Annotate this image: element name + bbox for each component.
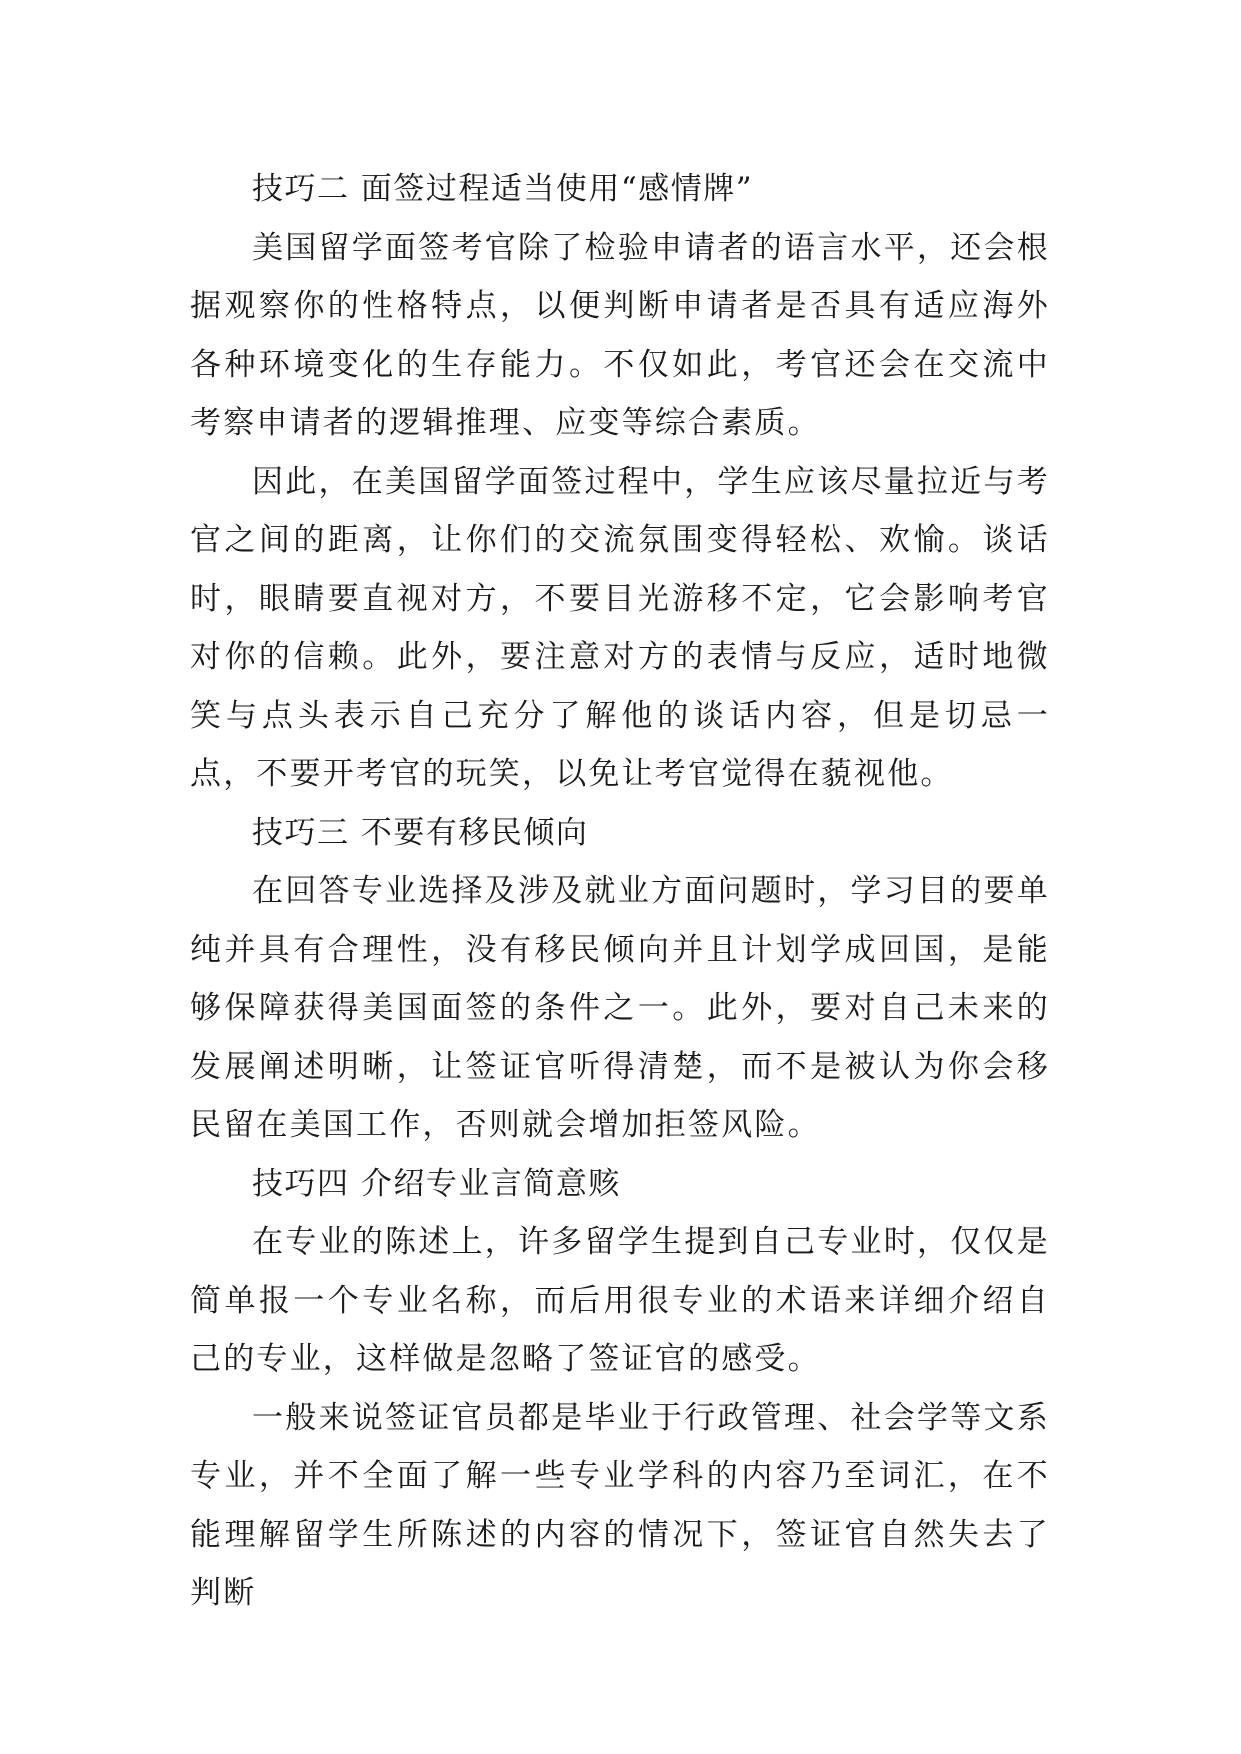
body-paragraph: 在专业的陈述上，许多留学生提到自己专业时，仅仅是简单报一个专业名称，而后用很专业的术语来详细介绍自己的专业，这样做是忽略了签证官的感受。 (190, 1224, 1050, 1377)
body-paragraph: 一般来说签证官员都是毕业于行政管理、社会学等文系专业，并不全面了解一些专业学科的内容乃至词汇，在不能理解留学生所陈述的内容的情况下，签证官自然失去了判断 (190, 1399, 1050, 1611)
body-paragraph: 在回答专业选择及涉及就业方面问题时，学习目的要单纯并具有合理性，没有移民倾向并且计划学成回国，是能够保障获得美国面签的条件之一。此外，要对自己未来的发展阐述明晰，让签证官听得清楚，而不是被认为你会移民留在美国工作，否则就会增加拒签风险。 (190, 873, 1050, 1143)
section-heading-tip-3: 技巧三 不要有移民倾向 (252, 814, 589, 851)
document-body (190, 160, 1050, 1623)
section-heading-tip-2: 技巧二 面签过程适当使用“感情牌” (252, 171, 754, 207)
body-paragraph: 因此，在美国留学面签过程中，学生应该尽量拉近与考官之间的距离，让你们的交流氛围变得轻松、欢愉。谈话时，眼睛要直视对方，不要目光游移不定，它会影响考官对你的信赖。此外，要注意对方的表情与反应，适时地微笑与点头表示自己充分了解他的谈话内容，但是切忌一点，不要开考官的玩笑，以免让考官觉得在藐视他。 (190, 463, 1050, 792)
section-heading-tip-4: 技巧四 介绍专业言简意赅 (252, 1165, 621, 1202)
body-paragraph: 美国留学面签考官除了检验申请者的语言水平，还会根据观察你的性格特点，以便判断申请者是否具有适应海外各种环境变化的生存能力。不仅如此，考官还会在交流中考察申请者的逻辑推理、应变等综合素质。 (190, 229, 1050, 441)
